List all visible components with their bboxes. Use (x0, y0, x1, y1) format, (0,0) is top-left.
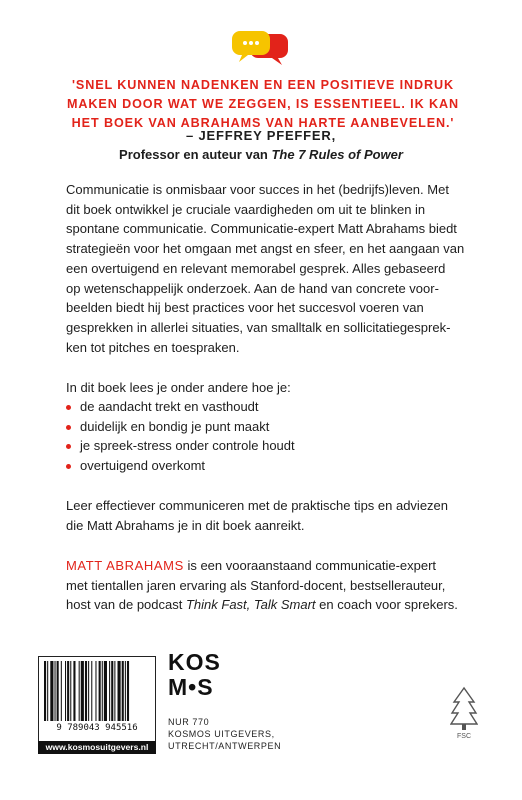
podcast-title: Think Fast, Talk Smart (185, 597, 316, 613)
barcode (38, 656, 156, 742)
logo-line: KOS (168, 649, 221, 675)
barcode-bar (81, 661, 84, 721)
text-line: strategieën voor het omgaan met angst en sfeer, en het aangaan van (66, 241, 465, 257)
blurb-paragraph-1 (66, 180, 466, 357)
text-line: beelden biedt hij best practices voor het succesvol voeren van (66, 300, 424, 316)
barcode-bar (67, 661, 69, 721)
barcode-bar (57, 661, 59, 721)
bio-text: is een vooraanstaand communicatie-expert (183, 558, 437, 573)
barcode-bar (73, 661, 75, 721)
logo-line: M•S (168, 674, 214, 700)
barcode-bar (55, 661, 56, 721)
barcode-bar (127, 661, 129, 721)
text-line: Leer effectiever communiceren met de praktische tips en adviezen (66, 498, 449, 513)
list-item (66, 436, 466, 456)
text-line: ken tot pitches en toespraken. (66, 339, 240, 355)
quote-line: HET BOEK VAN ABRAHAMS VAN HARTE AANBEVELEN.' (71, 116, 455, 130)
bio-text: en coach voor sprekers. (315, 597, 458, 613)
list-item-text: de aandacht trekt en vasthoudt (80, 399, 259, 414)
publisher-city: UTRECHT/ANTWERPEN (168, 741, 282, 751)
barcode-bar (70, 661, 71, 721)
list-item-text: je spreek-stress onder controle houdt (80, 438, 295, 454)
fsc-logo-icon (450, 686, 478, 740)
text-line: met tientallen jaren ervaring als Stanford-docent, bestsellerauteur, (66, 577, 446, 593)
text-line: gesprekken in allerlei situaties, van smalltalk en sollicitatiegesprek- (66, 319, 451, 335)
barcode-bars (42, 661, 152, 721)
barcode-bar (111, 661, 113, 721)
list-item-text: duidelijk en bondig je punt maakt (80, 418, 270, 434)
list-item-text: overtuigend overkomt (80, 458, 206, 474)
barcode-bar (125, 661, 126, 721)
list-intro: In dit boek lees je onder andere hoe je: (66, 380, 291, 395)
barcode-bar (122, 661, 124, 721)
quote-author-role (40, 145, 482, 164)
barcode-bar (114, 661, 115, 721)
quote-attribution (40, 126, 482, 164)
role-prefix: Professor en auteur van (119, 147, 272, 162)
text-line (66, 556, 466, 576)
text-line: op wetenschappelijk onderzoek. Aan de hand van concrete voor- (66, 280, 439, 296)
barcode-bar (50, 661, 53, 721)
publisher-logo (168, 650, 238, 720)
barcode-bar (104, 661, 107, 721)
author-bio (66, 556, 466, 615)
barcode-bar (61, 661, 62, 721)
isbn-number: 9 789043 945516 (56, 723, 138, 733)
barcode-bar (109, 661, 110, 721)
text-line: die Matt Abrahams je in dit boek aanreikt. (66, 517, 305, 533)
barcode-bar (65, 661, 66, 721)
speech-bubbles-icon (228, 28, 292, 68)
barcode-bar (85, 661, 87, 721)
list-item (66, 456, 466, 476)
bullet-dot (66, 464, 71, 469)
role-book-title: The 7 Rules of Power (271, 147, 403, 162)
author-name: MATT ABRAHAMS (66, 558, 184, 573)
publisher-info (168, 716, 368, 752)
text-line: Communicatie is onmisbaar voor succes in het (bedrijfs)leven. Met (66, 182, 449, 197)
bullet-list (66, 397, 466, 476)
quote-line: 'SNEL KUNNEN NADENKEN EN EEN POSITIEVE INDRUK (72, 78, 454, 92)
list-item (66, 417, 466, 437)
nur-code: NUR 770 (168, 717, 210, 727)
quote-author: – JEFFREY PFEFFER, (186, 128, 336, 143)
text-line: een overtuigend en relevant memorabel gesprek. Alles gebaseerd (66, 260, 446, 276)
text-line: dit boek ontwikkel je cruciale vaardigheden om uit te blinken in (66, 201, 426, 217)
barcode-bar (44, 661, 46, 721)
bullet-dot (66, 405, 71, 410)
text-line (66, 595, 466, 615)
barcode-bar (95, 661, 96, 721)
barcode-bar (102, 661, 103, 721)
bullet-dot (66, 425, 71, 430)
bio-text: host van de podcast (66, 597, 186, 613)
list-item (66, 397, 466, 417)
bullet-dot (66, 444, 71, 449)
barcode-bar (118, 661, 121, 721)
svg-text:FSC: FSC (457, 733, 471, 740)
text-line: spontane communicatie. Communicatie-expert Matt Abrahams biedt (66, 221, 457, 237)
barcode-bar (91, 661, 92, 721)
barcode-bar (79, 661, 80, 721)
blurb-paragraph-3 (66, 496, 466, 535)
quote-line: MAKEN DOOR WAT WE ZEGGEN, IS ESSENTIEEL. IK KAN (67, 97, 459, 111)
publisher-website: www.kosmosuitgevers.nl (38, 741, 156, 754)
endorsement-quote (50, 76, 476, 133)
barcode-bar (47, 661, 48, 721)
publisher-name: KOSMOS UITGEVERS, (168, 729, 275, 739)
barcode-bar (99, 661, 101, 721)
barcode-bar (88, 661, 89, 721)
